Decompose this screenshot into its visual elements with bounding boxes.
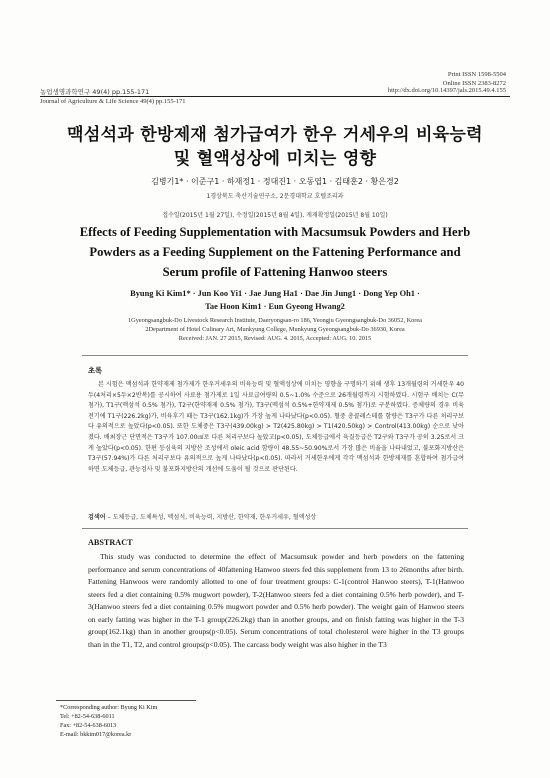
affiliations-korean: 1경상북도 축산기술연구소, 2문경대학교 호텔조리과 xyxy=(206,193,344,200)
footnote-rule xyxy=(56,700,196,701)
keywords-korean xyxy=(88,512,464,521)
abstract-english: This study was conducted to determine the effect of Macsumsuk powder and herb powders on the fattening performance and serum concentrations of 40fattening Hanwoo steers fed this supplement from 13 to 26months after birth. Fattening Hanwoos were randomly allotted to one of four treatment groups: C-1(control Hanwoo steers), T-1(Hanwoo steers fed a diet containing 0.5% mugwort powder), T-2(Hanwoo steers fed a diet containing 0.5% herb powder), and T-3(Hanwoo steers fed a diet containing 0.5% mugwort powder and 0.5% herb powder). The weight gain of Hanwoo steers on early fatting was higher in the T-1 group(226.2kg) than in another groups, and on finish fatting was higher in the T-3 group(162.1kg) than in another groups(p<0.05). Serum concentrations of total cholesterol were higher in the T3 groups than in the T1, T2, and control groups(p<0.05). The carcass body weight was also higher in the T3 xyxy=(88,552,464,649)
title-english-line: Powders as a Feeding Supplement on the Fattening Performance and xyxy=(89,245,461,259)
affiliation-line: 2Department of Hotel Culinary Art, Munkyung College, Munkyung Gyeongsangbuk-Do 36930, Korea xyxy=(145,326,405,333)
journal-name-english: Journal of Agriculture & Life Science 49(4) pp.155-171 xyxy=(40,98,186,105)
keywords-label: 검색어 xyxy=(88,514,106,521)
issn-block xyxy=(443,70,506,88)
title-english-line: Effects of Feeding Supplementation with Macsumsuk Powders and Herb xyxy=(79,225,471,239)
authors-korean: 김병기1* · 이준구1 · 하재정1 · 정대진1 · 오동엽1 · 김태훈2 · 황은경2 xyxy=(151,177,399,186)
corresponding-author: *Corresponding author: Byung Ki Kim xyxy=(60,704,158,711)
footnote xyxy=(60,703,157,739)
journal-name-korean: 농업생명과학연구 49(4) pp.155-171 xyxy=(40,88,150,96)
email: E-mail: bkkim017@korea.kr xyxy=(60,731,132,738)
fax: Fax: +82-54-638-6013 xyxy=(60,722,117,729)
doi-link: http://dx.doi.org/10.14397/jals.2015.49.4.155 xyxy=(387,87,506,94)
authors-english-line: Byung Ki Kim1* · Jun Koo Yi1 · Jae Jung Ha1 · Dae Jin Jung1 · Dong Yep Oh1 · xyxy=(130,289,420,298)
telephone: Tel: +82-54-638-6011 xyxy=(60,713,115,720)
abstract-top-rule xyxy=(82,355,468,356)
title-english-line: Serum profile of Fattening Hanwoo steers xyxy=(162,265,388,279)
abstract-bottom-rule xyxy=(82,528,468,529)
authors-english xyxy=(60,287,490,313)
title-korean-line: 맥섬석과 한방제재 첨가급여가 한우 거세우의 비육능력 xyxy=(67,125,483,145)
dates-korean: 접수일(2015년 1월 27일), 수정일(2015년 8월 4일), 게재확정일(2015년 8월 10일) xyxy=(162,212,388,219)
title-korean xyxy=(40,123,510,171)
abstract-heading-english: ABSTRACT xyxy=(88,538,133,547)
authors-english-line: Tae Hoon Kim1 · Eun Gyeong Hwang2 xyxy=(205,302,345,311)
dates-english: Received: JAN. 27 2015, Revised: AUG. 4. 2015, Accepted: AUG. 10. 2015 xyxy=(178,335,372,342)
issn-online: Online ISSN 2383-8272 xyxy=(442,80,506,87)
abstract-heading-korean: 초록 xyxy=(88,366,103,375)
header-rule xyxy=(40,96,510,97)
title-korean-line: 및 혈액성상에 미치는 영향 xyxy=(173,149,377,169)
affiliations-english xyxy=(60,316,490,334)
issn-print: Print ISSN 1598-5504 xyxy=(447,71,506,78)
affiliation-line: 1Gyeongsangbuk-Do Livestock Research Institute, Daeryongsan-ro 186, Yeongju Gyeongsangbuk-Do 36052, Korea xyxy=(128,317,422,324)
title-english xyxy=(60,222,490,282)
keywords-list: – 도체등급, 도체특성, 맥섬석, 비육능력, 지방산, 한약재, 한우거세우, 혈액성상 xyxy=(105,514,317,521)
abstract-korean: 본 시험은 맥섬석과 한약재제 첨가제가 한우거세우의 비육능력 및 혈액성상에 미치는 영향을 구명하기 위해 생후 13개월령의 거세한우 40두(4처리×5두×2반복)를 공시하여 사료용 첨가제로 1일 사료급여량의 0.5~1.0% 수준으로 26개월령까지 시험하였다. 시험구 배치는 C(무첨가), T1구(맥섬석 0.5% 첨가), T2구(한약재제 0.5% 첨가), T3구(맥섬석 0.5%+한약재제 0.5% 첨가)로 구분하였다. 증체량의 경우 비육전기에 T1구(226.2kg)가, 비육후기 때는 T3구(162.1kg)가 가장 높게 나타났다(p<0.05). 혈중 총콜레스테롤 함량은 T3구가 다른 처리구보다 유의적으로 높았다(p<0.05). 또한 도체중은 T3구(439.00kg) > T2(425.80kg) > T1(420.50kg) > Control(413.00kg) 순으로 낮아졌다. 배최장근 단면적은 T3구가 107.00㎠로 다른 처리구보다 높았고(p<0.05), 도체등급에서 육질등급은 T2구와 T3구가 공히 3.25로서 크게 높았다(p<0.05). 한편 등심육의 지방산 조성에서 oleic acid 함량이 48.55~50.90%로서 가장 많은 비율을 나타내었고, 불포화지방산은 T3구(57.94%)가 다른 처리구보다 유의적으로 높게 나타났다(p<0.05). 따라서 거세한우에게 각각 맥섬석과 한방제재를 혼합하여 첨가급여하면 도체등급, 관능검사 및 불포화지방산의 개선에 도움이 될 것으로 판단된다. xyxy=(88,381,464,473)
